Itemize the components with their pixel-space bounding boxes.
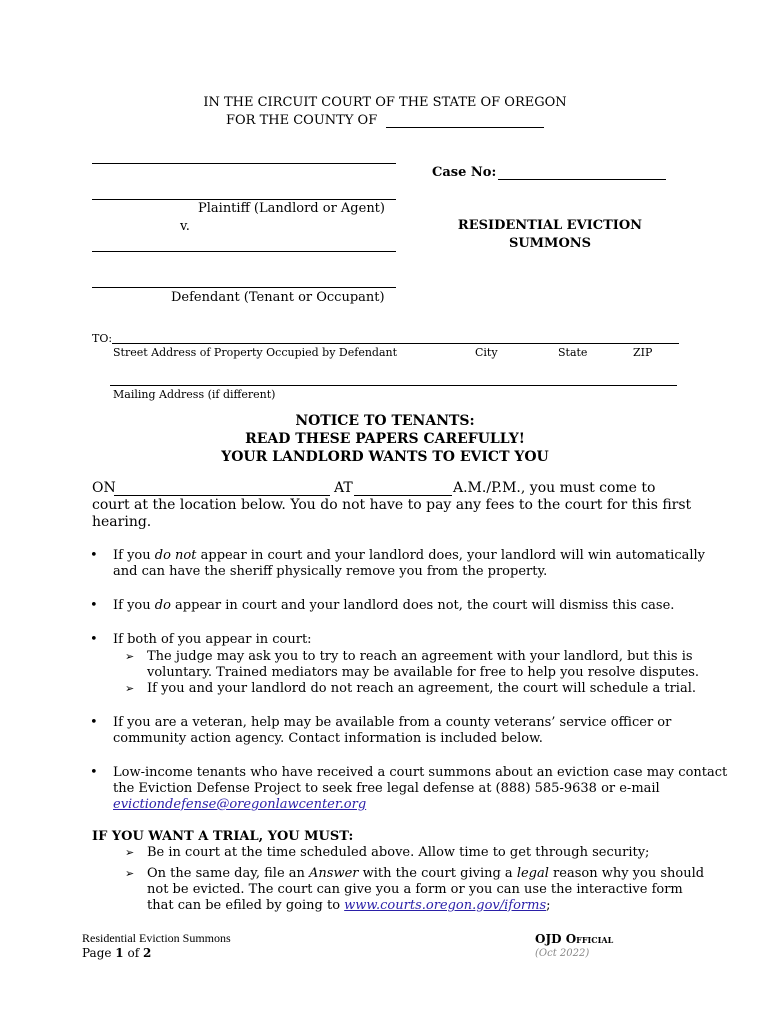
arrowhead-icon: ➢ <box>125 867 135 880</box>
bullet-dot-icon: • <box>90 598 98 613</box>
bullet-2-emphasis: do <box>154 598 171 613</box>
defendant-name-line1[interactable] <box>92 251 396 252</box>
bullet-2 <box>113 598 674 614</box>
county-label: FOR THE COUNTY OF <box>226 113 378 128</box>
hearing-time-blank[interactable] <box>354 495 452 496</box>
trial-item-2 <box>147 866 704 914</box>
bullet-1-text-b: appear in court and your landlord does, your landlord will win automatically <box>196 548 706 563</box>
trial-item-2-text-c: reason why you should <box>548 866 705 881</box>
bullet-dot-icon: • <box>90 548 98 563</box>
plaintiff-label: Plaintiff (Landlord or Agent) <box>198 201 385 216</box>
bullet-dot-icon: • <box>90 765 98 780</box>
court-heading-line1: IN THE CIRCUIT COURT OF THE STATE OF OREGON <box>203 95 567 110</box>
bullet-3-sub1-line1: The judge may ask you to try to reach an agreement with your landlord, but this is <box>147 649 693 664</box>
trial-item-2-line2: not be evicted. The court can give you a form or you can use the interactive form <box>147 882 683 897</box>
plaintiff-name-line1[interactable] <box>92 163 396 164</box>
trial-item-2-semicolon: ; <box>546 898 551 913</box>
case-no-label: Case No: <box>432 165 497 180</box>
notice-line1: NOTICE TO TENANTS: <box>295 413 475 429</box>
bullet-4-line1: If you are a veteran, help may be available from a county veterans’ service officer or <box>113 715 672 730</box>
form-title-line1: RESIDENTIAL EVICTION <box>457 218 643 233</box>
arrowhead-icon: ➢ <box>125 846 135 859</box>
bullet-2-text-b: appear in court and your landlord does not, the court will dismiss this case. <box>170 598 675 613</box>
arrowhead-icon: ➢ <box>125 650 135 663</box>
hearing-date-blank[interactable] <box>114 495 330 496</box>
form-date: (Oct 2022) <box>535 948 590 959</box>
bullet-3-sub1 <box>147 649 699 681</box>
page-total: 2 <box>142 946 152 960</box>
bullet-5-line2: the Eviction Defense Project to seek free legal defense at (888) 585-9638 or e-mail <box>113 781 660 796</box>
intro-line3: hearing. <box>92 514 152 530</box>
page-label: Page <box>82 946 116 960</box>
bullet-4-line2: community action agency. Contact information is included below. <box>113 731 543 746</box>
arrowhead-icon: ➢ <box>125 682 135 695</box>
bullet-3-sub2: If you and your landlord do not reach an agreement, the court will schedule a trial. <box>147 681 696 696</box>
footer-page-number <box>82 946 151 960</box>
bullet-dot-icon: • <box>90 715 98 730</box>
of-label: of <box>123 946 143 960</box>
county-blank[interactable] <box>386 127 544 128</box>
trial-item-2-text-b: with the court giving a <box>358 866 517 881</box>
defendant-name-line2[interactable] <box>92 287 396 288</box>
hearing-time-label: AT <box>334 480 353 496</box>
city-label: City <box>475 346 498 359</box>
bullet-5-line1: Low-income tenants who have received a court summons about an eviction case may contact <box>113 765 728 780</box>
trial-item-2-text-a: On the same day, file an <box>147 866 310 881</box>
mailing-address-blank[interactable] <box>110 385 677 386</box>
notice-line2: READ THESE PAPERS CAREFULLY! <box>245 431 525 447</box>
bullet-1-text-a: If you <box>113 548 155 563</box>
bullet-1-line2: and can have the sheriff physically remove you from the property. <box>113 564 548 579</box>
eviction-defense-email-link[interactable]: evictiondefense@oregonlawcenter.org <box>113 797 367 812</box>
case-no-blank[interactable] <box>498 179 666 180</box>
bullet-1-emphasis: do not <box>154 548 197 563</box>
form-title-line2: SUMMONS <box>508 236 592 251</box>
to-label: TO: <box>92 332 113 345</box>
zip-label: ZIP <box>633 346 653 359</box>
street-address-label: Street Address of Property Occupied by Defendant <box>113 346 398 359</box>
page-num: 1 <box>115 946 124 960</box>
ojd-official-label: OJD Official <box>535 932 614 946</box>
trial-item-2-answer: Answer <box>309 866 359 881</box>
trial-item-2-line3: that can be efiled by going to <box>147 898 345 913</box>
versus-label: v. <box>180 219 190 234</box>
defendant-label: Defendant (Tenant or Occupant) <box>171 290 385 305</box>
ampm-text: A.M./P.M., you must come to <box>453 480 656 496</box>
plaintiff-name-line2[interactable] <box>92 199 396 200</box>
hearing-date-label: ON <box>92 480 116 496</box>
trial-heading: IF YOU WANT A TRIAL, YOU MUST: <box>92 829 354 844</box>
bullet-5 <box>113 765 727 813</box>
state-label: State <box>558 346 588 359</box>
iforms-link[interactable]: www.courts.oregon.gov/iforms <box>344 898 547 913</box>
bullet-3: If both of you appear in court: <box>113 632 312 647</box>
bullet-3-sub1-line2: voluntary. Trained mediators may be available for free to help you resolve disputes. <box>147 665 700 680</box>
trial-item-2-legal: legal <box>516 866 549 881</box>
street-address-blank[interactable] <box>112 343 679 344</box>
bullet-2-text-a: If you <box>113 598 155 613</box>
footer-form-name: Residential Eviction Summons <box>82 931 231 945</box>
notice-line3: YOUR LANDLORD WANTS TO EVICT YOU <box>221 449 549 465</box>
court-heading <box>150 95 620 110</box>
trial-item-1: Be in court at the time scheduled above. Allow time to get through security; <box>147 845 650 860</box>
mailing-address-label: Mailing Address (if different) <box>113 388 276 401</box>
intro-line2: court at the location below. You do not have to pay any fees to the court for this first <box>92 497 692 513</box>
bullet-4 <box>113 715 671 747</box>
bullet-dot-icon: • <box>90 632 98 647</box>
bullet-1 <box>113 548 705 580</box>
